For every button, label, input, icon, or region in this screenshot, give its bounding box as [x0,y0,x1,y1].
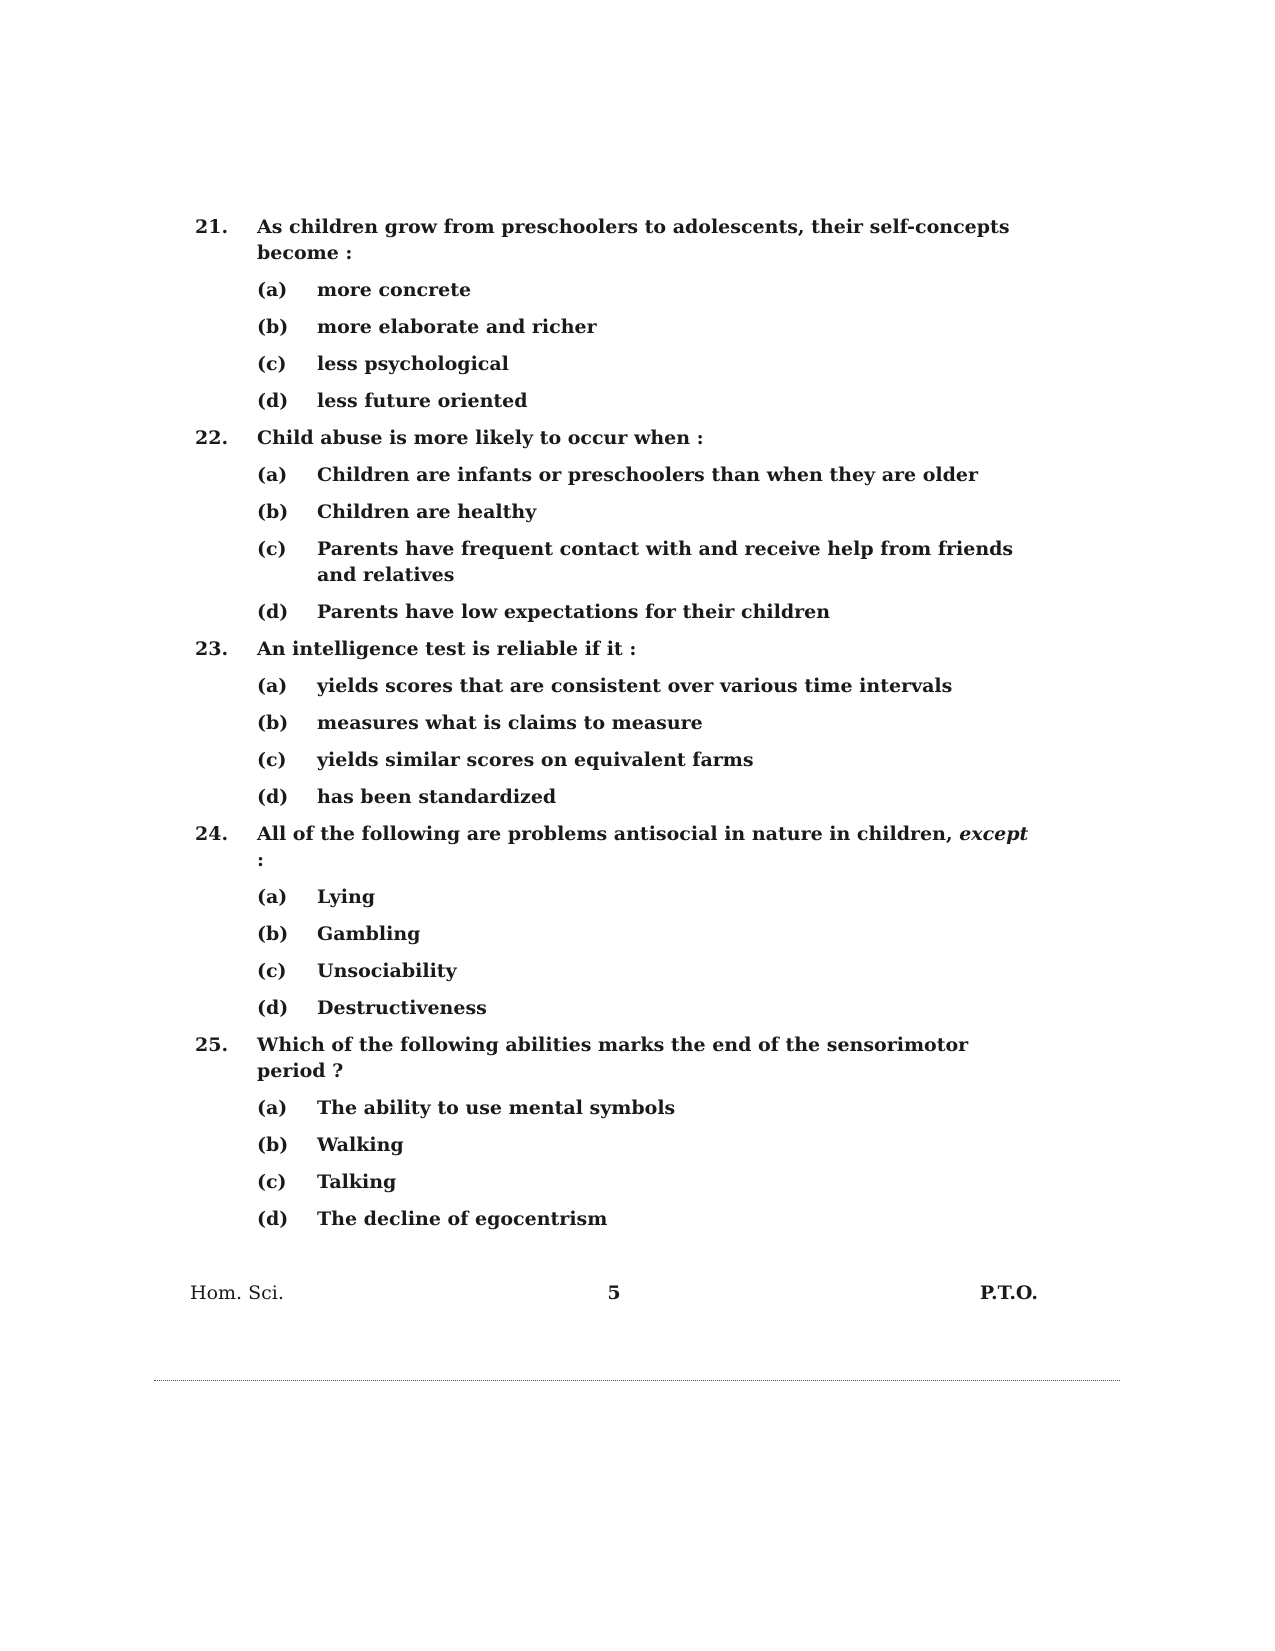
option-b [257,314,1035,340]
option-d [257,784,1035,810]
option-label: (d) [257,390,289,412]
question-number: 25. [195,1034,229,1056]
option-text: Children are healthy [317,501,537,523]
option-c [257,747,1035,773]
option-label: (d) [257,997,289,1019]
option-label: (c) [257,1171,287,1193]
option-text: more elaborate and richer [317,316,597,338]
option-text: less psychological [317,353,509,375]
option-label: (c) [257,353,287,375]
option-label: (c) [257,960,287,982]
footer-pto: P.T.O. [979,1282,1038,1304]
option-text: Talking [317,1171,397,1193]
bottom-dotted-rule [154,1380,1120,1381]
option-text: Unsociability [317,960,457,982]
question-stem: Child abuse is more likely to occur when : [257,427,704,449]
footer-subject: Hom. Sci. [190,1282,284,1304]
option-label: (b) [257,1134,289,1156]
option-text: Gambling [317,923,421,945]
question-22 [195,425,1035,625]
option-label: (c) [257,538,287,560]
option-c [257,1169,1035,1195]
page-footer [190,1279,1038,1307]
option-label: (b) [257,316,289,338]
option-label: (a) [257,464,288,486]
option-label: (d) [257,601,289,623]
option-text: yields similar scores on equivalent farms [317,749,754,771]
question-number: 22. [195,427,229,449]
question-23 [195,636,1035,810]
question-stem-end: : [257,849,265,871]
option-label: (a) [257,279,288,301]
option-c [257,351,1035,377]
option-list [257,673,1035,810]
option-c [257,958,1035,984]
option-label: (d) [257,1208,289,1230]
option-a [257,277,1035,303]
option-a [257,1095,1035,1121]
option-text: Children are infants or preschoolers than when they are older [317,464,979,486]
option-a [257,462,1035,488]
option-d [257,599,1035,625]
option-list [257,277,1035,414]
option-label: (b) [257,501,289,523]
question-stem: As children grow from preschoolers to adolescents, their self-concepts become : [257,216,1010,264]
question-list [195,214,1035,1243]
option-label: (d) [257,786,289,808]
question-stem: Which of the following abilities marks the end of the sensorimotor period ? [257,1034,969,1082]
option-label: (a) [257,675,288,697]
question-number: 24. [195,823,229,845]
question-stem [257,821,1035,873]
question-stem-main: All of the following are problems antisocial in nature in children, [257,823,953,845]
option-text: Parents have low expectations for their children [317,601,831,623]
option-d [257,388,1035,414]
option-label: (b) [257,712,289,734]
option-list [257,462,1035,625]
question-number: 23. [195,638,229,660]
question-number: 21. [195,216,229,238]
option-label: (c) [257,749,287,771]
option-b [257,710,1035,736]
option-text: The decline of egocentrism [317,1208,608,1230]
option-text: less future oriented [317,390,528,412]
question-24 [195,821,1035,1021]
question-25 [195,1032,1035,1232]
option-text: Parents have frequent contact with and receive help from friends and relatives [317,538,1014,586]
option-a [257,673,1035,699]
option-c [257,536,1035,588]
question-stem: An intelligence test is reliable if it : [257,638,637,660]
question-stem-emphasis: except [959,823,1029,845]
option-text: The ability to use mental symbols [317,1097,676,1119]
option-a [257,884,1035,910]
option-text: more concrete [317,279,472,301]
option-text: has been standardized [317,786,557,808]
option-text: Walking [317,1134,404,1156]
footer-page-number: 5 [607,1282,621,1304]
option-label: (a) [257,1097,288,1119]
question-21 [195,214,1035,414]
option-b [257,499,1035,525]
option-text: Lying [317,886,376,908]
option-d [257,1206,1035,1232]
option-list [257,1095,1035,1232]
option-list [257,884,1035,1021]
option-text: measures what is claims to measure [317,712,703,734]
option-label: (b) [257,923,289,945]
option-d [257,995,1035,1021]
option-b [257,921,1035,947]
option-b [257,1132,1035,1158]
option-label: (a) [257,886,288,908]
option-text: yields scores that are consistent over various time intervals [317,675,953,697]
option-text: Destructiveness [317,997,487,1019]
